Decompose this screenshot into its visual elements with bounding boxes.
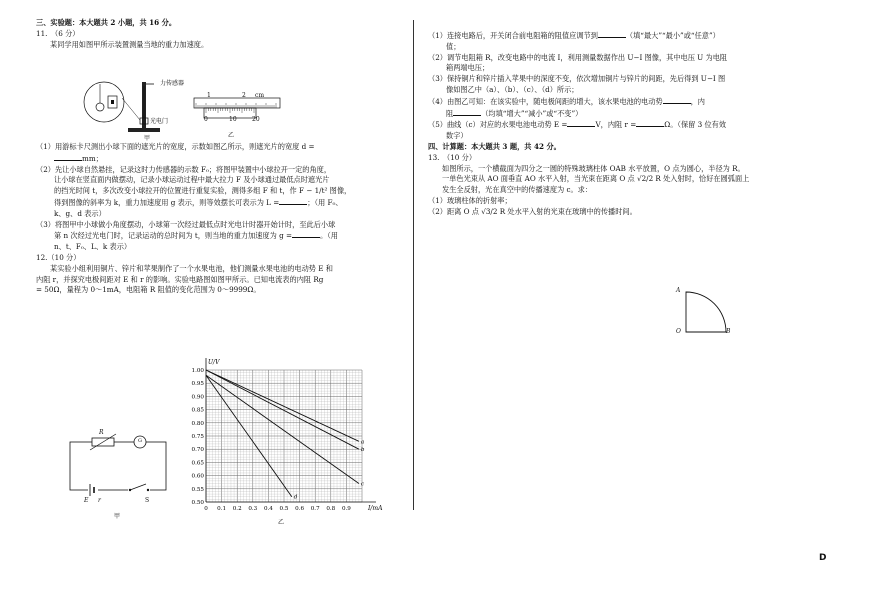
circuit-label-G: G: [138, 438, 142, 444]
x-tick-label: 0.9: [341, 506, 351, 512]
q12-part5-d: 数字）: [446, 131, 468, 141]
series-label-d: d: [293, 494, 298, 501]
quarter-circle-shape: [686, 292, 726, 332]
x-tick-label: 0.7: [310, 506, 320, 512]
y-tick-label: 1.00: [191, 368, 204, 374]
q11-part1: （1）用游标卡尺测出小球下面的遮光片的宽度，示数如图乙所示，则遮光片的宽度 d =: [36, 142, 315, 151]
ui-graph: [180, 350, 390, 520]
fig-label-O: O: [676, 328, 681, 335]
section4-title: 四、计算题：本大题共 3 题，共 42 分。: [428, 141, 561, 151]
zoom-circle: [84, 82, 124, 122]
ruler-bottom-0: 0: [204, 116, 208, 123]
label-photogate: 光电门: [150, 118, 169, 125]
x-tick-label: 0: [204, 506, 208, 512]
q12-header: 12.（10 分）: [36, 252, 81, 262]
y-tick-label: 0.65: [191, 460, 204, 467]
q12-part5-a: （5）曲线（c）对应的水果电池电动势 E = V，内阻 r = Ω。（保留 3 位有效: [428, 120, 727, 130]
q11-figure: [76, 78, 286, 146]
q12-text-c: = 50Ω，量程为 0～1mA，电阻箱 R 阻值的变化范围为 0～9999Ω。: [36, 285, 261, 295]
circuit-label-r: r: [98, 497, 101, 504]
graph-caption: 乙: [278, 519, 285, 526]
y-tick-label: 0.50: [191, 500, 204, 506]
section3-title: 三、实验题：本大题共 2 小题，共 16 分。: [36, 18, 177, 27]
answer-blank-r[interactable]: [453, 108, 481, 116]
fig-label-B: B: [726, 328, 731, 335]
series-label-a: a: [360, 439, 365, 446]
q12-part3-b: 像如图乙中（a）、（b）、（c）、（d）所示；: [446, 84, 579, 94]
fig-label-A: A: [676, 287, 681, 294]
q11-questions: [36, 142, 408, 296]
label-force-sensor: 力传感器: [160, 80, 185, 87]
ruler-bottom-10: 10: [229, 116, 237, 123]
quarter-circle-figure: [680, 288, 740, 338]
ruler-bottom-20: 20: [252, 116, 260, 123]
q12-part4-c: 阻 （均填“增大”“减小”或“不变”）: [446, 108, 583, 118]
q12-part2-a: （2）调节电阻箱 R，改变电路中的电流 I，利用测量数据作出 U−I 图像，其中电压 U 为电阻: [428, 52, 728, 62]
ruler-top-1: 1: [207, 92, 211, 99]
y-tick-label: 0.75: [191, 434, 204, 440]
q11-part2-f: k、g、d 表示）: [54, 208, 106, 218]
q11-part2-c: 的挡光时间 t，多次改变小球拉开的位置进行重复实验，测得多组 F 和 t，作 F − 1/t² 图像，: [54, 186, 352, 196]
circuit-label-E: E: [84, 497, 89, 504]
column-divider: [413, 20, 414, 510]
x-axis-label: I/mA: [368, 505, 383, 512]
q13-part1: （1）玻璃柱体的折射率；: [428, 195, 512, 205]
q11-part3-b: 第 n 次经过光电门时，记录运动的总时间为 t，则当地的重力加速度为 g = 。（用: [54, 231, 338, 241]
q12-part1: （1）连接电路后，开关闭合前电阻箱的阻值应调节到 （填“最大”“最小”或“任意”）: [428, 31, 720, 40]
left-column: [36, 18, 408, 50]
y-tick-label: 0.90: [191, 394, 204, 401]
answer-blank-r-value[interactable]: [636, 119, 664, 127]
circuit-caption: 甲: [114, 513, 121, 520]
q13-header: 13. （10 分）: [428, 152, 477, 162]
answer-blank-L[interactable]: [279, 197, 307, 205]
q11-part2-d: 得到图像的斜率为 k，重力加速度用 g 表示，则等效摆长可表示为 L = ；（用 F₀、: [54, 197, 343, 207]
q13-text-c: 发生全反射，光在真空中的传播速度为 c。求：: [442, 185, 593, 195]
y-tick-label: 0.95: [191, 381, 204, 388]
q11-part2-a: （2）先让小球自然悬挂，记录这时力传感器的示数 F₀；将图甲装置中小球拉开一定的角度，: [36, 164, 332, 174]
y-tick-label: 0.60: [191, 473, 204, 480]
q12-text-b: 内阻 r，并探究电极间距对 E 和 r 的影响。实验电路图如图甲所示。已知电流表的内阻 Rg: [36, 274, 324, 284]
ruler-top-unit: cm: [255, 92, 265, 99]
q11-header: 11. （6 分）: [36, 28, 80, 38]
q13-text-a: 如图所示，一个横截面为四分之一圆的特殊玻璃柱体 OAB 水平放置，O 点为圆心，半径为 R。: [442, 163, 745, 173]
circuit-label-S: S: [145, 497, 150, 504]
circuit-diagram: [64, 430, 174, 500]
stand-base: [128, 128, 160, 132]
y-tick-label: 0.80: [191, 420, 204, 427]
q12-text-a: 某实验小组利用铜片、锌片和苹果制作了一个水果电池，他们测量水果电池的电动势 E 和: [50, 263, 333, 273]
y-tick-label: 0.70: [191, 447, 204, 454]
q11-part3-d: n、t、F₀、L、k 表示）: [54, 242, 132, 252]
q13-part2: （2）距离 O 点 √3/2 R 处水平入射的光束在玻璃中的传播时间。: [428, 206, 637, 216]
q12-part2-b: 箱两端电压；: [446, 63, 490, 73]
series-line-c: [206, 375, 359, 483]
q12-part1-c: 值；: [446, 41, 461, 51]
q12-part3-a: （3）保持铜片和锌片插入苹果中的深度不变，依次增加铜片与锌片的间距，先后得到 U−I 图: [428, 74, 726, 84]
y-tick-label: 0.55: [191, 486, 204, 493]
q12-part4-a: （4）由图乙可知：在该实验中，随电极间距的增大，该水果电池的电动势 ，内: [428, 96, 705, 106]
answer-blank-E[interactable]: [567, 119, 595, 127]
series-label-b: b: [360, 447, 365, 454]
right-column: [428, 30, 828, 218]
label-fig-jia: 甲: [144, 135, 151, 142]
answer-blank-g[interactable]: [292, 230, 320, 238]
q13-text-b: 一单色光束从 AO 面垂直 AO 水平入射，当光束在距离 O 点 √2/2 R 处入射时，恰好在圆弧面上: [442, 174, 750, 184]
q11-part1-answer: mm；: [36, 153, 408, 165]
answer-blank-d[interactable]: [54, 153, 82, 161]
ruler-top-2: 2: [242, 92, 246, 99]
q11-part2-b: 让小球在竖直面内做摆动，记录小球运动过程中最大拉力 F 及小球通过最低点时遮光片: [54, 175, 330, 185]
x-tick-label: 0.5: [279, 506, 289, 512]
answer-blank-emf[interactable]: [663, 96, 691, 104]
q11-intro: 某同学用如图甲所示装置测量当地的重力加速度。: [50, 39, 209, 49]
q11-part3-a: （3）将图甲中小球做小角度摆动，小球第一次经过最低点时光电计时器开始计时，至此后小球: [36, 219, 336, 229]
y-tick-label: 0.85: [191, 407, 204, 414]
x-tick-label: 0.2: [232, 506, 242, 512]
x-tick-label: 0.4: [263, 506, 273, 512]
y-axis-label: U/V: [208, 359, 220, 366]
answer-blank-box[interactable]: [598, 30, 626, 38]
series-label-c: c: [360, 481, 365, 488]
circuit-label-R: R: [99, 429, 104, 436]
x-tick-label: 0.3: [248, 506, 258, 512]
x-tick-label: 0.1: [217, 506, 227, 512]
ball: [96, 103, 104, 111]
corner-letter: D: [819, 553, 827, 563]
x-tick-label: 0.8: [326, 506, 336, 512]
label-fig-yi: 乙: [228, 132, 235, 139]
x-tick-label: 0.6: [295, 506, 305, 512]
